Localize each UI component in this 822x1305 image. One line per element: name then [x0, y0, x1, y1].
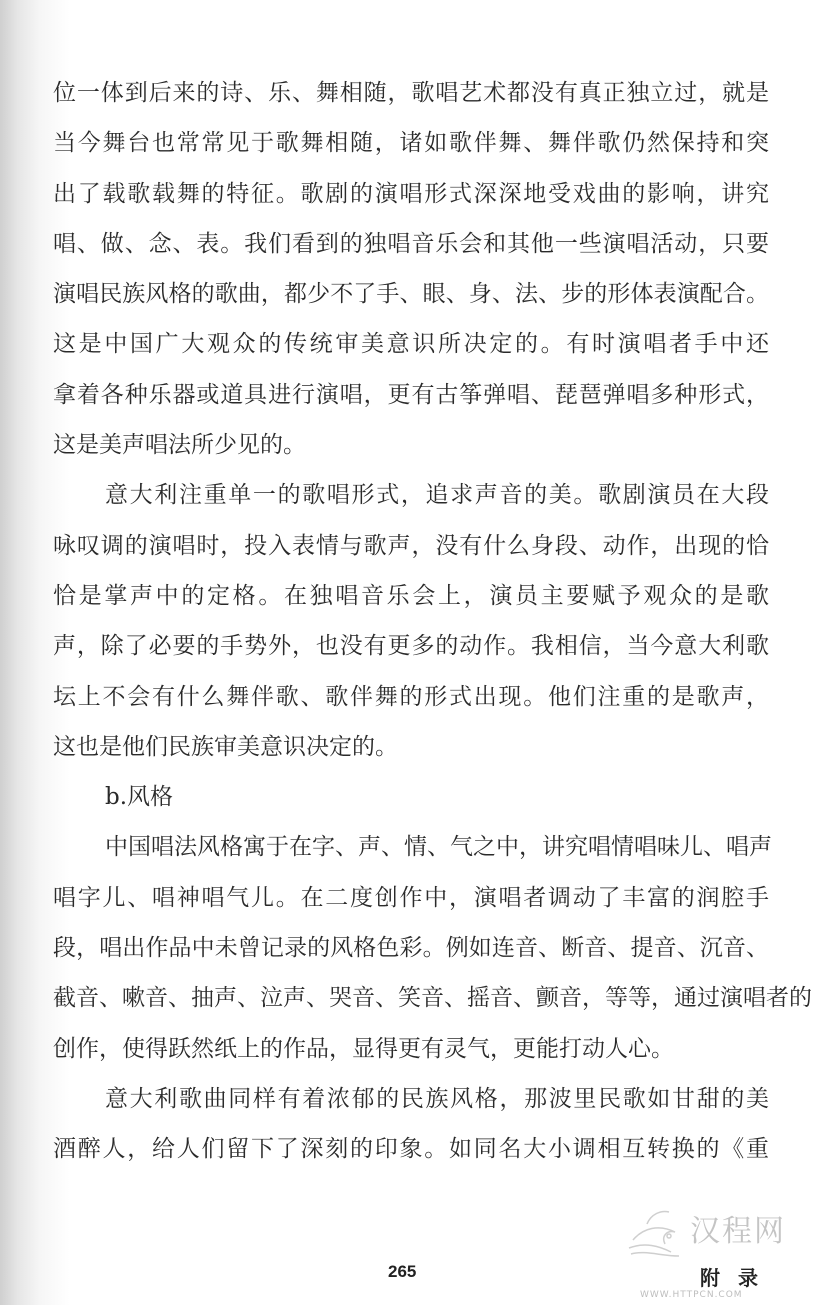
text-line: 坛上不会有什么舞伴歌、歌伴舞的形式出现。他们注重的是歌声，: [53, 683, 769, 710]
text-line: 咏叹调的演唱时，投入表情与歌声，没有什么身段、动作，出现的恰: [53, 532, 769, 559]
section-heading: [53, 772, 769, 822]
text-line: 恰是掌声中的定格。在独唱音乐会上，演员主要赋予观众的是歌: [53, 582, 769, 609]
text-line: 中国唱法风格寓于在字、声、情、气之中，讲究唱情唱味儿、唱声: [105, 834, 772, 861]
text-line: 位一体到后来的诗、乐、舞相随，歌唱艺术都没有真正独立过，就是: [53, 80, 769, 106]
text-line: 这是美声唱法所少见的。: [53, 432, 306, 459]
paragraph: [53, 1074, 769, 1175]
text-line: b.风格: [105, 784, 174, 811]
text-line: 酒醉人，给人们留下了深刻的印象。如同名大小调相互转换的《重: [53, 1136, 769, 1163]
text-line: 截音、嗽音、抽声、泣声、哭音、笑音、摇音、颤音，等等，通过演唱者的: [53, 985, 812, 1012]
text-line: 演唱民族风格的歌曲，都少不了手、眼、身、法、步的形体表演配合。: [53, 281, 769, 308]
text-line: 创作，使得跃然纸上的作品，显得更有灵气，更能打动人心。: [53, 1035, 674, 1062]
page-number: 265: [388, 1262, 417, 1281]
text-line: 当今舞台也常常见于歌舞相随，诸如歌伴舞、舞伴歌仍然保持和突: [53, 130, 769, 157]
text-line: 这也是他们民族审美意识决定的。: [53, 733, 398, 760]
text-line: 意大利注重单一的歌唱形式，追求声音的美。歌剧演员在大段: [105, 482, 769, 509]
text-line: 这是中国广大观众的传统审美意识所决定的。有时演唱者手中还: [53, 331, 769, 358]
text-line: 段，唱出作品中未曾记录的风格色彩。例如连音、断音、提音、沉音、: [53, 935, 769, 962]
running-footer-section: 附录: [700, 1266, 776, 1290]
text-line: 出了载歌载舞的特征。歌剧的演唱形式深深地受戏曲的影响，讲究: [53, 180, 769, 207]
body-text: [53, 68, 812, 1175]
text-line: 声，除了必要的手势外，也没有更多的动作。我相信，当今意大利歌: [53, 633, 769, 660]
watermark-url: WWW.HTTPCN.COM: [640, 1290, 743, 1300]
paragraph: [53, 470, 769, 772]
watermark-name: 汉程网: [690, 1214, 786, 1249]
text-line: 唱字儿、唱神唱气儿。在二度创作中，演唱者调动了丰富的润腔手: [53, 884, 769, 911]
paragraph: [53, 68, 769, 470]
paragraph: [53, 822, 812, 1073]
watermark-logo-icon: [625, 1206, 687, 1262]
text-line: 唱、做、念、表。我们看到的独唱音乐会和其他一些演唱活动，只要: [53, 230, 769, 257]
text-line: 意大利歌曲同样有着浓郁的民族风格，那波里民歌如甘甜的美: [105, 1085, 769, 1112]
text-line: 拿着各种乐器或道具进行演唱，更有古筝弹唱、琵琶弹唱多种形式，: [53, 381, 769, 408]
